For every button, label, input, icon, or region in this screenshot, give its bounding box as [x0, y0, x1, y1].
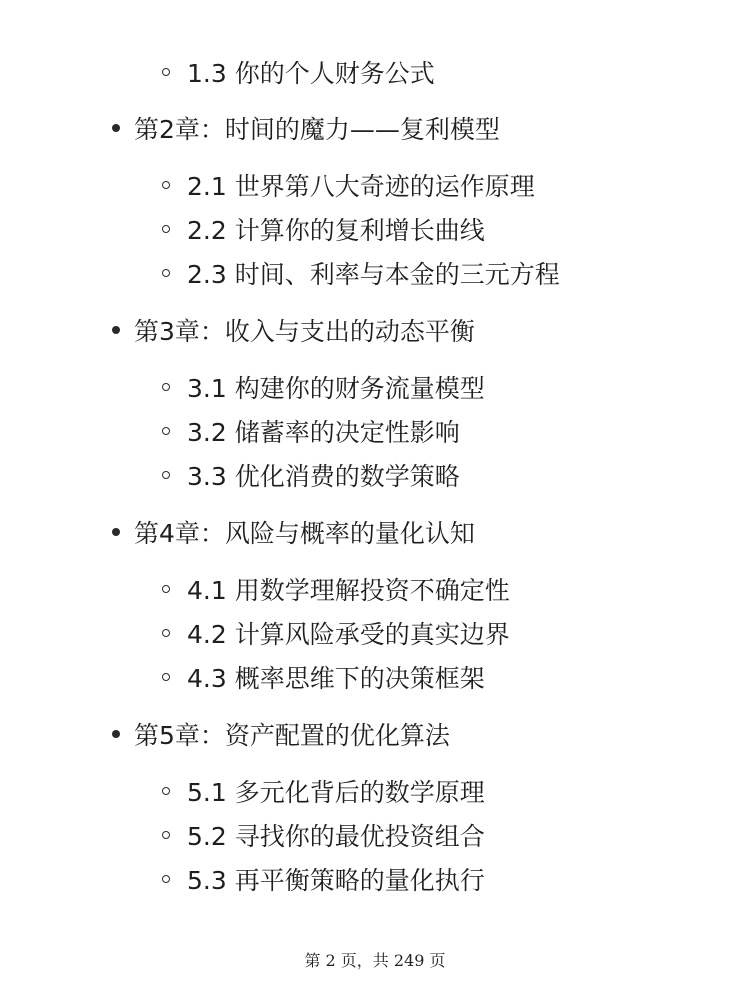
hollow-bullet-icon — [162, 383, 170, 391]
hollow-bullet-icon — [162, 68, 170, 76]
toc-chapter-label: 第5章：资产配置的优化算法 — [134, 721, 450, 750]
hollow-bullet-icon — [162, 269, 170, 277]
toc-section-label: 5.1 多元化背后的数学原理 — [187, 778, 485, 807]
toc-section-1-3 — [162, 52, 435, 92]
hollow-bullet-icon — [162, 471, 170, 479]
filled-bullet-icon — [112, 730, 120, 738]
hollow-bullet-icon — [162, 831, 170, 839]
toc-chapter-2 — [112, 108, 500, 148]
hollow-bullet-icon — [162, 875, 170, 883]
toc-section-3-2 — [162, 411, 460, 451]
toc-section-label: 2.3 时间、利率与本金的三元方程 — [187, 260, 560, 289]
toc-chapter-3 — [112, 310, 475, 350]
toc-section-2-2 — [162, 209, 485, 249]
toc-section-5-3 — [162, 859, 485, 899]
toc-section-label: 4.1 用数学理解投资不确定性 — [187, 576, 510, 605]
toc-section-3-3 — [162, 455, 460, 495]
toc-section-label: 3.2 储蓄率的决定性影响 — [187, 418, 460, 447]
toc-section-label: 5.2 寻找你的最优投资组合 — [187, 822, 485, 851]
toc-section-label: 3.3 优化消费的数学策略 — [187, 462, 460, 491]
hollow-bullet-icon — [162, 673, 170, 681]
hollow-bullet-icon — [162, 629, 170, 637]
toc-section-5-2 — [162, 815, 485, 855]
toc-section-label: 5.3 再平衡策略的量化执行 — [187, 866, 485, 895]
toc-chapter-label: 第4章：风险与概率的量化认知 — [134, 519, 475, 548]
hollow-bullet-icon — [162, 225, 170, 233]
toc-section-5-1 — [162, 771, 485, 811]
hollow-bullet-icon — [162, 427, 170, 435]
toc-section-2-1 — [162, 165, 535, 205]
toc-chapter-label: 第3章：收入与支出的动态平衡 — [134, 317, 475, 346]
hollow-bullet-icon — [162, 585, 170, 593]
hollow-bullet-icon — [162, 787, 170, 795]
filled-bullet-icon — [112, 326, 120, 334]
hollow-bullet-icon — [162, 181, 170, 189]
filled-bullet-icon — [112, 528, 120, 536]
toc-section-4-1 — [162, 569, 510, 609]
toc-section-4-2 — [162, 613, 510, 653]
toc-section-label: 3.1 构建你的财务流量模型 — [187, 374, 485, 403]
filled-bullet-icon — [112, 124, 120, 132]
toc-section-4-3 — [162, 657, 485, 697]
toc-chapter-4 — [112, 512, 475, 552]
toc-section-2-3 — [162, 253, 560, 293]
toc-section-3-1 — [162, 367, 485, 407]
toc-section-label: 2.2 计算你的复利增长曲线 — [187, 216, 485, 245]
toc-chapter-5 — [112, 714, 450, 754]
toc-section-label: 1.3 你的个人财务公式 — [187, 59, 435, 88]
toc-section-label: 2.1 世界第八大奇迹的运作原理 — [187, 172, 535, 201]
page-number-footer: 第 2 页，共 249 页 — [304, 951, 446, 970]
toc-section-label: 4.3 概率思维下的决策框架 — [187, 664, 485, 693]
toc-chapter-label: 第2章：时间的魔力——复利模型 — [134, 115, 500, 144]
toc-section-label: 4.2 计算风险承受的真实边界 — [187, 620, 510, 649]
